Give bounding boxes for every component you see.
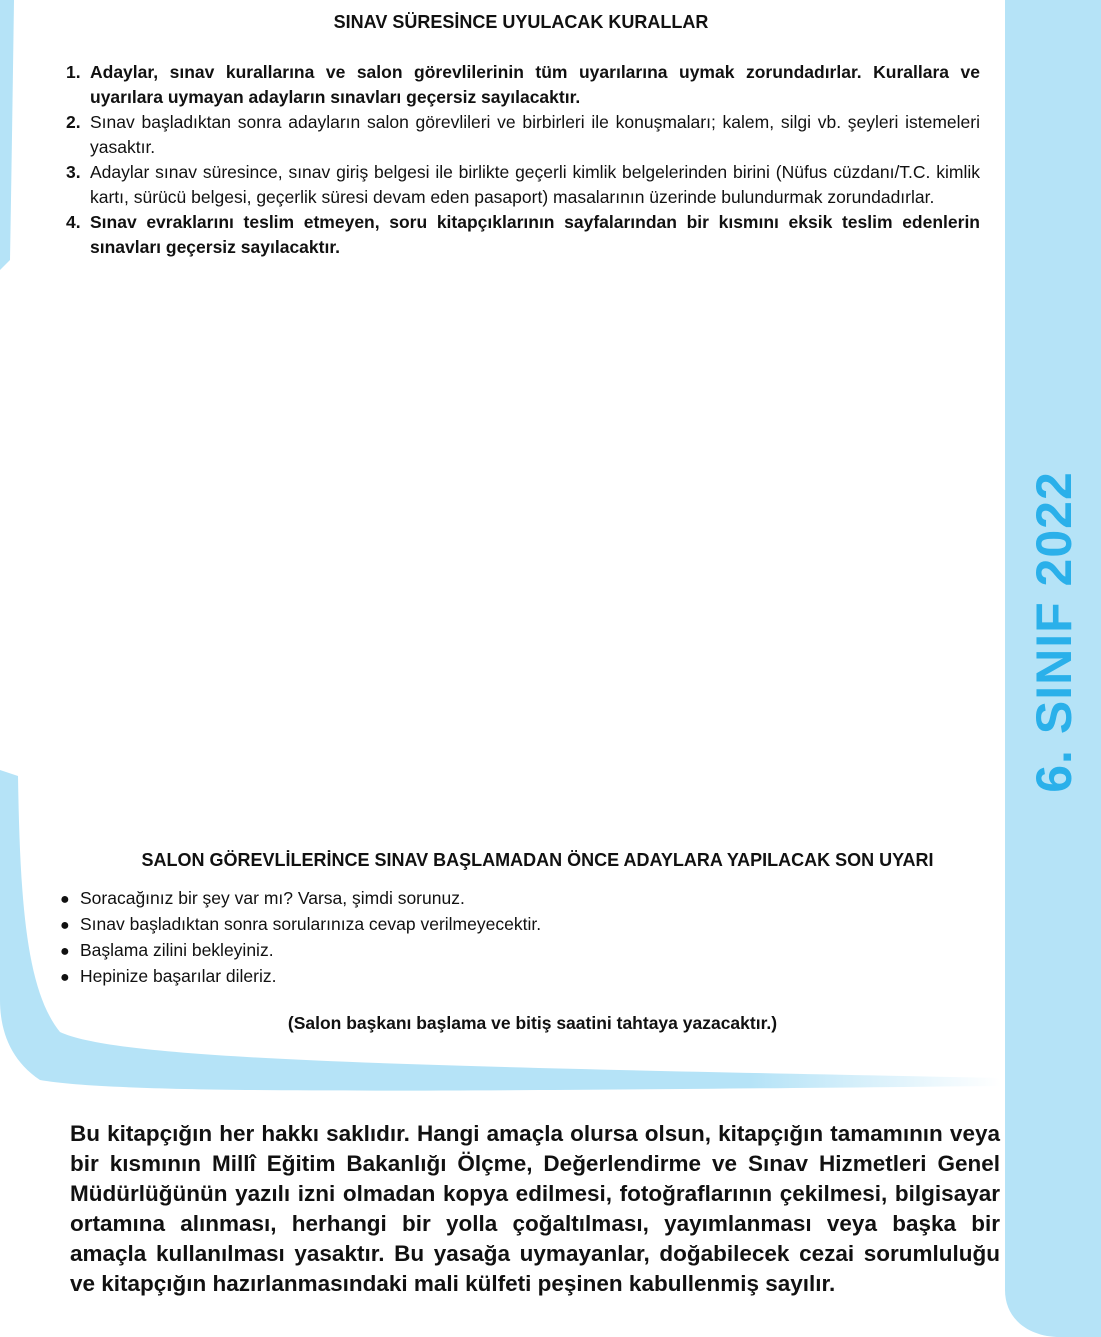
rules-title: SINAV SÜRESİNCE UYULACAK KURALLAR xyxy=(333,12,709,32)
warning-item-text: Hepinize başarılar dileriz. xyxy=(80,966,277,986)
rule-item xyxy=(62,160,980,210)
warning-title: SALON GÖREVLİLERİNCE SINAV BAŞLAMADAN ÖNCE ADAYLARA YAPILACAK SON UYARI xyxy=(141,850,934,870)
warning-item xyxy=(60,886,995,912)
rule-number: 3. xyxy=(66,162,81,182)
rule-number: 2. xyxy=(66,112,81,132)
bullet-icon: ● xyxy=(60,917,70,934)
rule-text: Sınav evraklarını teslim etmeyen, soru kitapçıklarının sayfalarından bir kısmını eksik teslim edenlerin sınavları geçersiz sayılacaktır. xyxy=(90,212,980,257)
warning-item xyxy=(60,938,995,964)
rule-number: 4. xyxy=(66,212,81,232)
warning-item xyxy=(60,964,995,990)
warning-item-text: Soracağınız bir şey var mı? Varsa, şimdi sorunuz. xyxy=(80,888,465,908)
warning-list xyxy=(60,886,995,990)
warning-item-text: Sınav başladıktan sonra sorularınıza cevap verilmeyecektir. xyxy=(80,914,542,934)
rule-item xyxy=(62,210,980,260)
grade-year-label: 6. SINIF 2022 xyxy=(1026,471,1082,793)
bullet-icon: ● xyxy=(60,891,70,908)
warning-item-text: Başlama zilini bekleyiniz. xyxy=(80,940,274,960)
salon-note: (Salon başkanı başlama ve bitiş saatini tahtaya yazacaktır.) xyxy=(287,1013,778,1033)
copyright-notice: Bu kitapçığın her hakkı saklıdır. Hangi amaçla olursa olsun, kitapçığın tamamının veya bir kısmının Millî Eğitim Bakanlığı Ölçme, Değerlendirme ve Sınav Hizmetleri Genel Müdürlüğünün yazılı izni olmadan kopya edilmesi, fotoğraflarının çekilmesi, bilgisayar ortamına alınması, herhangi bir yolla çoğaltılması, yayımlanması veya başka bir amaçla kullanılması yasaktır. Bu yasağa uymayanlar, doğabilecek cezai sorumluluğu ve kitapçığın hazırlanmasındaki mali külfeti peşinen kabullenmiş sayılır. xyxy=(70,1121,1000,1296)
rule-item xyxy=(62,60,980,110)
warning-item xyxy=(60,912,995,938)
bullet-icon: ● xyxy=(60,943,70,960)
final-warning-section xyxy=(60,846,995,990)
rule-text: Adaylar sınav süresince, sınav giriş belgesi ile birlikte geçerli kimlik belgelerinden birini (Nüfus cüzdanı/T.C. kimlik kartı, sürücü belgesi, geçerlik süresi devam eden pasaport) masalarının üzerinde bulundurmak zorundadırlar. xyxy=(90,162,980,207)
bullet-icon: ● xyxy=(60,969,70,986)
rule-item xyxy=(62,110,980,160)
rule-text: Adaylar, sınav kurallarına ve salon görevlilerinin tüm uyarılarına uymak zorundadırlar. Kurallara ve uyarılara uymayan adayların sınavları geçersiz sayılacaktır. xyxy=(90,62,980,107)
rules-list xyxy=(62,60,980,260)
rule-number: 1. xyxy=(66,62,81,82)
rule-text: Sınav başladıktan sonra adayların salon görevlileri ve birbirleri ile konuşmaları; kalem, silgi vb. şeyleri istemeleri yasaktır. xyxy=(90,112,980,157)
rules-section xyxy=(62,8,980,260)
